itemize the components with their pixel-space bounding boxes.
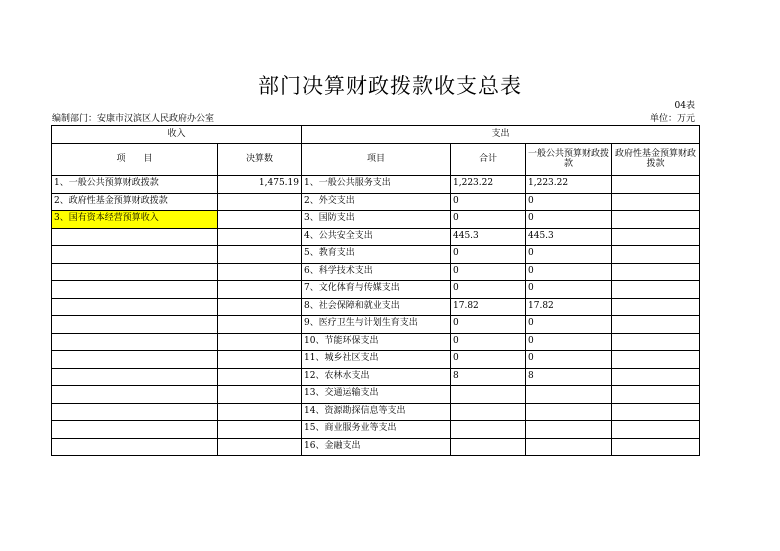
general-budget-cell: 0 [526,316,612,334]
total-cell: 0 [451,333,526,351]
income-amount-cell [218,438,302,456]
table-row [52,228,700,246]
total-header: 合计 [451,144,526,176]
table-row [52,438,700,456]
income-amount-cell [218,351,302,369]
income-amount-cell [218,228,302,246]
income-amount-cell [218,246,302,264]
gov-fund-cell [612,228,700,246]
general-budget-cell: 0 [526,263,612,281]
income-amount-cell [218,421,302,439]
table-body [52,176,700,456]
income-amount-cell [218,386,302,404]
income-amount-cell [218,298,302,316]
total-cell: 8 [451,368,526,386]
general-budget-cell [526,438,612,456]
table-row [52,246,700,264]
total-cell: 1,223.22 [451,176,526,194]
gov-fund-cell [612,351,700,369]
table-row [52,316,700,334]
department-label: 编制部门：安康市汉滨区人民政府办公室 [52,114,215,124]
gov-fund-cell [612,403,700,421]
expense-item-cell: 7、文化体育与传媒支出 [302,281,451,299]
income-amount-cell [218,403,302,421]
gov-fund-header: 政府性基金预算财政拨款 [612,144,700,176]
income-item-cell: 3、国有资本经营预算收入 [52,211,218,229]
table-row [52,333,700,351]
expense-item-cell: 8、社会保障和就业支出 [302,298,451,316]
income-amount-cell [218,263,302,281]
table-row [52,193,700,211]
table-row [52,263,700,281]
expense-item-cell: 4、公共安全支出 [302,228,451,246]
unit-label: 单位：万元 [649,114,695,124]
total-cell [451,438,526,456]
expense-item-cell: 12、农林水支出 [302,368,451,386]
expense-item-cell: 10、节能环保支出 [302,333,451,351]
income-item-cell: 2、政府性基金预算财政拨款 [52,193,218,211]
general-budget-header: 一般公共预算财政拨款 [526,144,612,176]
income-amount-cell [218,316,302,334]
income-item-cell [52,368,218,386]
table-row [52,351,700,369]
table-row [52,386,700,404]
income-amount-cell [218,281,302,299]
expense-item-cell: 11、城乡社区支出 [302,351,451,369]
income-amount-cell [218,193,302,211]
gov-fund-cell [612,193,700,211]
gov-fund-cell [612,281,700,299]
total-cell: 0 [451,211,526,229]
expense-item-cell: 15、商业服务业等支出 [302,421,451,439]
gov-fund-cell [612,421,700,439]
income-item-cell [52,228,218,246]
final-amount-header: 决算数 [218,144,302,176]
table-row [52,421,700,439]
general-budget-cell: 0 [526,281,612,299]
income-item-cell [52,263,218,281]
income-item-cell [52,438,218,456]
general-budget-cell: 0 [526,246,612,264]
expense-header: 支出 [302,126,700,144]
general-budget-cell [526,386,612,404]
expense-item-cell: 9、医疗卫生与计划生育支出 [302,316,451,334]
gov-fund-cell [612,333,700,351]
general-budget-cell [526,403,612,421]
income-item-cell [52,246,218,264]
table-row [52,368,700,386]
general-budget-cell: 0 [526,351,612,369]
total-cell [451,386,526,404]
income-item-cell [52,386,218,404]
income-item-cell [52,403,218,421]
table-row [52,211,700,229]
gov-fund-cell [612,298,700,316]
general-budget-cell: 1,223.22 [526,176,612,194]
expense-item-cell: 13、交通运输支出 [302,386,451,404]
expense-item-cell: 2、外交支出 [302,193,451,211]
gov-fund-cell [612,368,700,386]
income-item-cell [52,333,218,351]
table-row [52,281,700,299]
expense-item-cell: 16、金融支出 [302,438,451,456]
page-title: 部门决算财政拨款收支总表 [258,74,522,98]
expense-item-cell: 6、科学技术支出 [302,263,451,281]
general-budget-cell: 0 [526,211,612,229]
income-item-cell [52,316,218,334]
expense-item-cell: 3、国防支出 [302,211,451,229]
income-item-cell [52,351,218,369]
income-amount-cell [218,211,302,229]
gov-fund-cell [612,438,700,456]
budget-table [51,125,700,456]
expense-item-cell: 5、教育支出 [302,246,451,264]
table-row [52,176,700,194]
income-item-header: 项 目 [52,144,218,176]
total-cell: 17.82 [451,298,526,316]
general-budget-cell [526,421,612,439]
table-row [52,298,700,316]
general-budget-cell: 0 [526,193,612,211]
income-item-cell [52,281,218,299]
total-cell: 0 [451,351,526,369]
total-cell: 0 [451,263,526,281]
total-cell [451,421,526,439]
income-header: 收入 [52,126,302,144]
income-item-cell: 1、一般公共预算财政拨款 [52,176,218,194]
total-cell: 445.3 [451,228,526,246]
income-item-cell [52,421,218,439]
expense-item-header: 项目 [302,144,451,176]
total-cell: 0 [451,246,526,264]
total-cell [451,403,526,421]
general-budget-cell: 0 [526,333,612,351]
table-row [52,403,700,421]
total-cell: 0 [451,316,526,334]
gov-fund-cell [612,316,700,334]
table-number: 04表 [674,101,695,111]
general-budget-cell: 8 [526,368,612,386]
gov-fund-cell [612,386,700,404]
expense-item-cell: 1、一般公共服务支出 [302,176,451,194]
total-cell: 0 [451,281,526,299]
total-cell: 0 [451,193,526,211]
expense-item-cell: 14、资源勘探信息等支出 [302,403,451,421]
general-budget-cell: 17.82 [526,298,612,316]
gov-fund-cell [612,246,700,264]
income-item-cell [52,298,218,316]
general-budget-cell: 445.3 [526,228,612,246]
gov-fund-cell [612,263,700,281]
income-amount-cell [218,368,302,386]
income-amount-cell [218,333,302,351]
gov-fund-cell [612,211,700,229]
gov-fund-cell [612,176,700,194]
income-amount-cell: 1,475.19 [218,176,302,194]
